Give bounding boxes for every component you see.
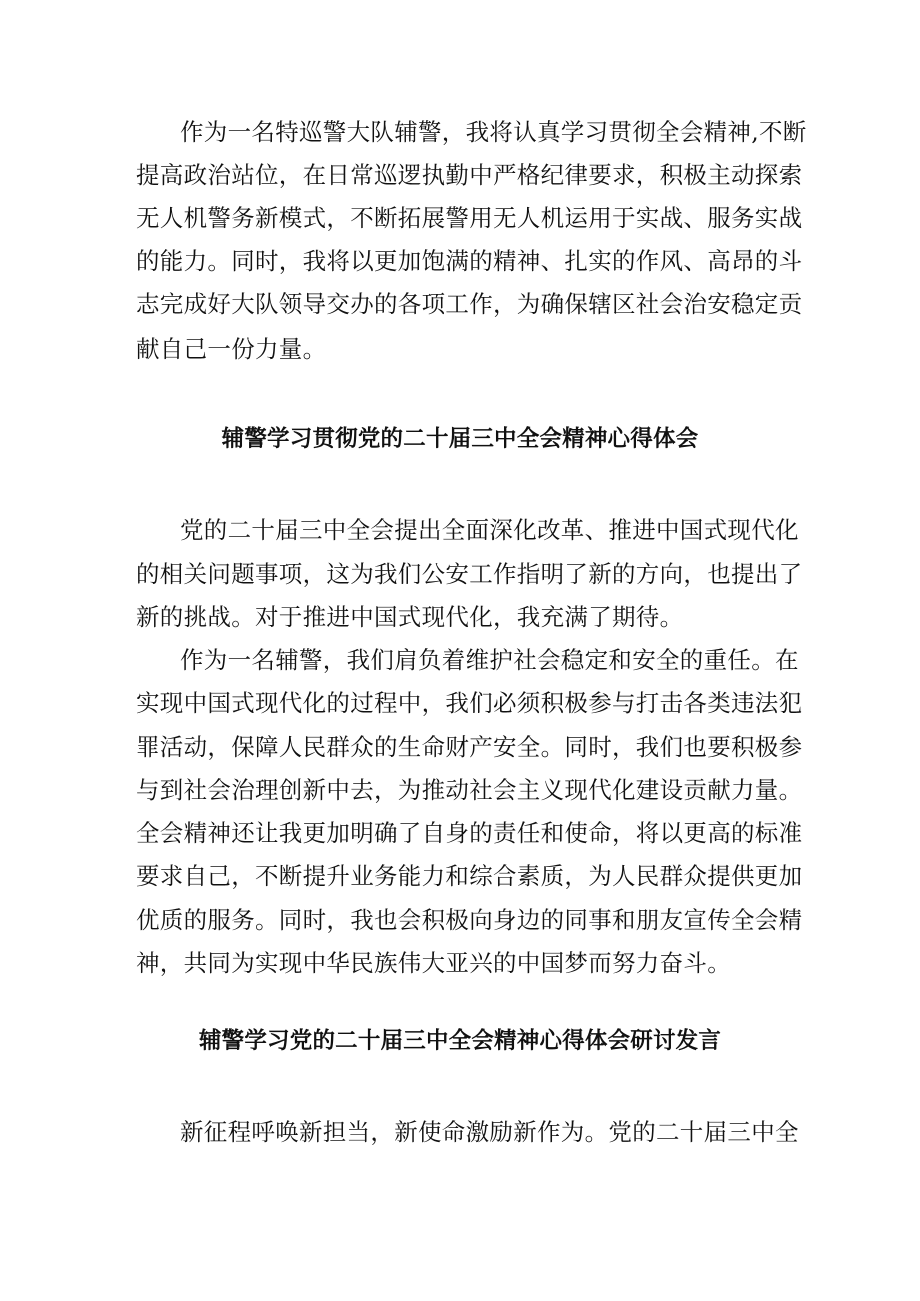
paragraph-line: 无人机警务新模式，不断拓展警用无人机运用于实战、服务实战 <box>136 204 803 232</box>
paragraph-line: 作为一名辅警，我们肩负着维护社会稳定和安全的重任。在 <box>180 646 799 674</box>
paragraph-line: 的能力。同时，我将以更加饱满的精神、扎实的作风、高昂的斗 <box>136 247 803 275</box>
paragraph-line: 要求自己，不断提升业务能力和综合素质，为人民群众提供更加 <box>136 862 803 890</box>
paragraph-line: 罪活动，保障人民群众的生命财产安全。同时，我们也要积极参 <box>136 733 803 761</box>
paragraph-line: 作为一名特巡警大队辅警，我将认真学习贯彻全会精神,不断 <box>180 118 807 146</box>
paragraph-line: 党的二十届三中全会提出全面深化改革、推进中国式现代化 <box>180 516 799 544</box>
paragraph-line: 优质的服务。同时，我也会积极向身边的同事和朋友宣传全会精 <box>136 906 803 934</box>
paragraph-line: 神，共同为实现中华民族伟大亚兴的中国梦而努力奋斗。 <box>136 949 731 977</box>
paragraph-line: 献自己一份力量。 <box>136 335 327 363</box>
paragraph-line: 志完成好大队领导交办的各项工作，为确保辖区社会治安稳定贡 <box>136 290 803 318</box>
section-heading: 辅警学习党的二十届三中全会精神心得体会研讨发言 <box>198 1028 722 1054</box>
paragraph-line: 全会精神还让我更加明确了自身的责任和使命，将以更高的标准 <box>136 819 803 847</box>
paragraph-line: 实现中国式现代化的过程中，我们必须积极参与打击各类违法犯 <box>136 689 803 717</box>
paragraph-line: 新征程呼唤新担当，新使命激励新作为。党的二十届三中全 <box>180 1118 799 1146</box>
paragraph-line: 的相关问题事项，这为我们公安工作指明了新的方向，也提出了 <box>136 560 803 588</box>
paragraph-line: 提高政治站位，在日常巡逻执勤中严格纪律要求，积极主动探索 <box>136 161 803 189</box>
paragraph-line: 新的挑战。对于推进中国式现代化，我充满了期待。 <box>136 603 684 631</box>
paragraph-line: 与到社会治理创新中去，为推动社会主义现代化建设贡献力量。 <box>136 776 803 804</box>
section-heading: 辅警学习贯彻党的二十届三中全会精神心得体会 <box>221 426 699 452</box>
